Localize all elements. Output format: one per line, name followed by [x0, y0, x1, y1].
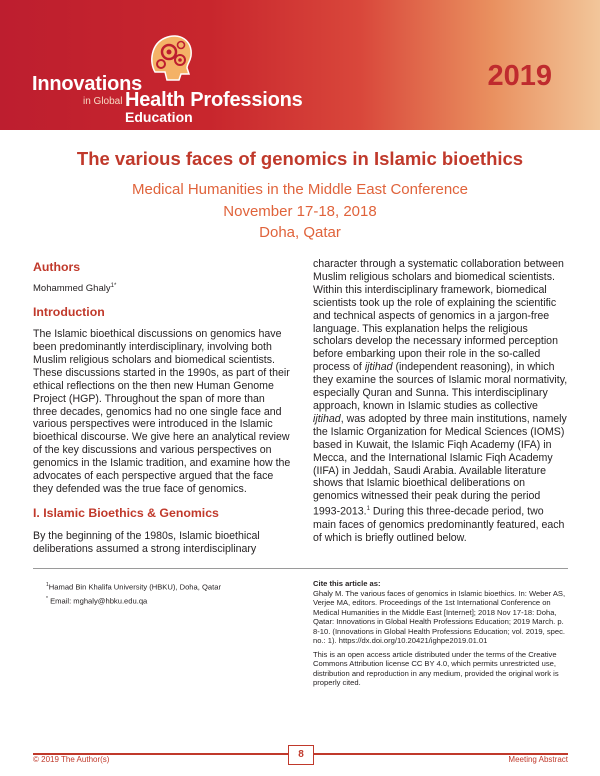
license-text: This is an open access article distributed under the terms of the Creative Commons Attribution license CC BY 4.0, which permits unrestricted use, distribution and reproduction in any medium, provided the original work is properly cited. — [313, 649, 559, 688]
introduction-heading: Introduction — [33, 305, 105, 320]
section-text-d: During this three-decade period, two main faces of genomics predominantly featured, each of which is briefly outlined below. — [313, 505, 565, 544]
footnote-divider — [33, 568, 568, 569]
ijtihad-term-1: ijtihad — [364, 361, 393, 374]
authors-heading: Authors — [33, 260, 81, 274]
journal-banner — [0, 0, 600, 130]
head-with-gears-icon — [145, 32, 197, 82]
section-heading-islamic-bioethics: I. Islamic Bioethics & Genomics — [33, 505, 219, 520]
author-marks: 1* — [110, 283, 117, 289]
introduction-text: The Islamic bioethical discussions on genomics have been predominantly interdisciplinary, involving both Muslim religious scholars and biomedical scientists. These discussions started in the 1990s, as part of their ethical reflections on the then new Human Genome Project (HGP). Throughout the span of more than three decades, genomics had no one single face and various perspectives were introduced in the Islamic bioethical discourse. We give here an analytical review of the key discussions and various perspectives on genomics in the Islamic tradition, and examine how the advocates of each perspective argued that the face they defended was the true face of genomics. — [33, 328, 291, 495]
email-mark: * — [46, 596, 48, 602]
citation-heading: Cite this article as: — [313, 579, 381, 588]
affiliation-text: Hamad Bin Khalifa University (HBKU), Doha, Qatar — [48, 582, 221, 592]
brand-in-global: in Global — [83, 96, 123, 107]
brand-education: Education — [125, 109, 193, 125]
footer-article-type: Meeting Abstract — [508, 755, 568, 764]
affiliation-mark: 1 — [46, 582, 49, 588]
conference-location: Doha, Qatar — [259, 224, 341, 241]
left-column — [33, 258, 291, 556]
reference-mark: 1 — [366, 506, 370, 513]
email-text: Email: mghaly@hbku.edu.qa — [50, 596, 148, 606]
section-text-c: , was adopted by three main institutions, namely the Islamic Organization for Medical Sciences (IOMS) based in Kuwait, the Islamic Fiqh Academy (IFA) in Mecca, and the International Islamic Fiqh Academy (IIFA) in Jeddah, Saudi Arabia. Available literature shows that Islamic bioethical deliberations on genomics witnessed their peak during the period 1993-2013. — [313, 412, 567, 518]
section-text-a: character through a systematic collaboration between Muslim religious scholars and biomedical scientists. Within this interdisciplinary framework, biomedical scientists took up the role of explaining the scientific and technical aspects of genomics in a jargon-free language. This explanation helps the religious scholars develop the necessary informed perception before embarking upon their role in the so-called process of — [313, 258, 564, 374]
page-number: 8 — [288, 745, 314, 765]
author-name — [33, 280, 291, 296]
affiliation-footnote — [46, 580, 286, 593]
article-title: The various faces of genomics in Islamic bioethics — [76, 148, 524, 169]
conference-date: November 17-18, 2018 — [223, 203, 377, 220]
conference-name: Medical Humanities in the Middle East Conference — [132, 181, 468, 198]
brand-innovations: Innovations — [32, 73, 143, 95]
citation-text: Ghaly M. The various faces of genomics in Islamic bioethics. In: Weber AS, Verjee MA, editors. Proceedings of the 1st International Conference on Medical Humanities in the Middle East [Internet]; 2018 Nov 17-18: Doha, Qatar: Innovations in Global Health Professions Education; 2019 March. p. 8-10. (Innovations in Global Health Professions Education; vol. 2019, spec. no.: 1). https://dx.doi.org/10.20421/ighpe2019.01.01 — [313, 588, 566, 646]
issue-year: 2019 — [487, 60, 552, 92]
right-column — [313, 258, 569, 544]
section-text-continued — [313, 258, 569, 544]
email-footnote — [46, 594, 286, 607]
footer-copyright: © 2019 The Author(s) — [33, 755, 110, 764]
author-name-text: Mohammed Ghaly — [33, 283, 111, 295]
ijtihad-term-2: ijtihad — [313, 412, 341, 425]
section-text-start: By the beginning of the 1980s, Islamic bioethical deliberations assumed a strong interdisciplinary — [33, 529, 260, 555]
section-text-b: (independent reasoning), in which they examine the sources of Islamic moral normativity, especially Quran and Sunna. This interdisciplinary approach, known in Islamic studies as collective — [313, 361, 568, 412]
brand-health-professions: Health Professions — [125, 89, 303, 111]
citation-block — [313, 579, 569, 688]
